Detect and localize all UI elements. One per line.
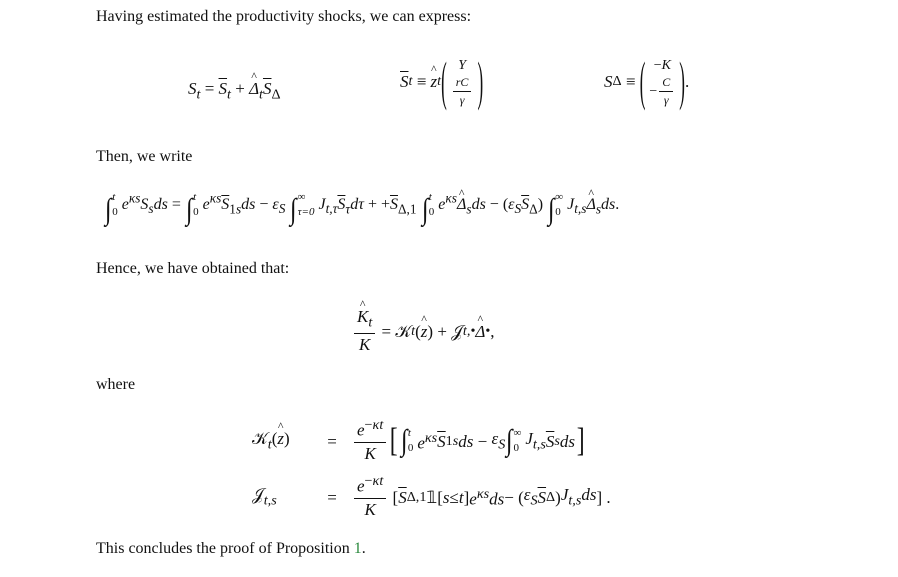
equation-s-bar: $\overline{S}$ t ≡ ^ z t ( Y $\frac{rC}{\gamma}$ ) bbox=[400, 55, 483, 107]
paragraph-then: Then, we write bbox=[96, 148, 193, 165]
equation-k-def: 𝒦$_t$(^ z) = $\frac{e^{-\kappa t}}{K}$ [ ∫ t 0 $e^{\kappa s}$ $\overline{S}$ 1s ds − $\varepsilon_S$ ∫ ∞ 0 $J_{t,s}$ $\overline{S}$ s ds ] bbox=[252, 418, 586, 464]
equation-s-delta: S Δ ≡ ( −K − $\frac{C}{\gamma}$ ) . bbox=[604, 50, 690, 112]
paragraph-hence: Hence, we have obtained that: bbox=[96, 260, 290, 277]
equation-capital: ^ $\frac{K_t}{K}$ = 𝒦 t ( ^ z ) + 𝒥 t,• ^ Δ • , bbox=[352, 308, 495, 355]
equation-integral: ∫ t 0 $e^{\kappa s}S_sds$ = ∫ t 0 $e^{\kappa s}\overline{S}_{1s}ds - \varepsilon_S$ ∫ ∞ τ=0 $J_{t,\tau}\overline{S}_\tau d\tau + +\overline{S}_{\Delta,1}$ ∫ t 0 $e^{\kappa s}\^{}$ $\Delta_sds - (\varepsilon_S\overline{S}_\Delta)$ ∫ ∞ 0 $J_{t,s}\^{}$ $\Delta_sds$. bbox=[104, 190, 619, 225]
equation-j-def: 𝒥$_{t,s}$ = $\frac{e^{-\kappa t}}{K}$ [ $\overline{S}$ Δ,1 𝟙[ s ≤ t ] $e^{\kappa s}ds$ − ( $\varepsilon_S$ $\overline{S}$ Δ ) $J_{t,s}ds$ ] . bbox=[252, 473, 611, 520]
paragraph-intro: Having estimated the productivity shocks, we can express: bbox=[96, 8, 472, 25]
paragraph-where: where bbox=[96, 376, 136, 393]
conclusion-text: This concludes the proof of Proposition bbox=[96, 540, 354, 557]
proposition-link[interactable]: 1 bbox=[353, 540, 362, 557]
equation-s-t: $S_t = \overline{S}_t$ + ^ $\Delta_t\overline{S}_\Delta$ bbox=[188, 80, 281, 102]
conclusion-period: . bbox=[361, 540, 366, 557]
paragraph-conclusion bbox=[96, 540, 366, 558]
